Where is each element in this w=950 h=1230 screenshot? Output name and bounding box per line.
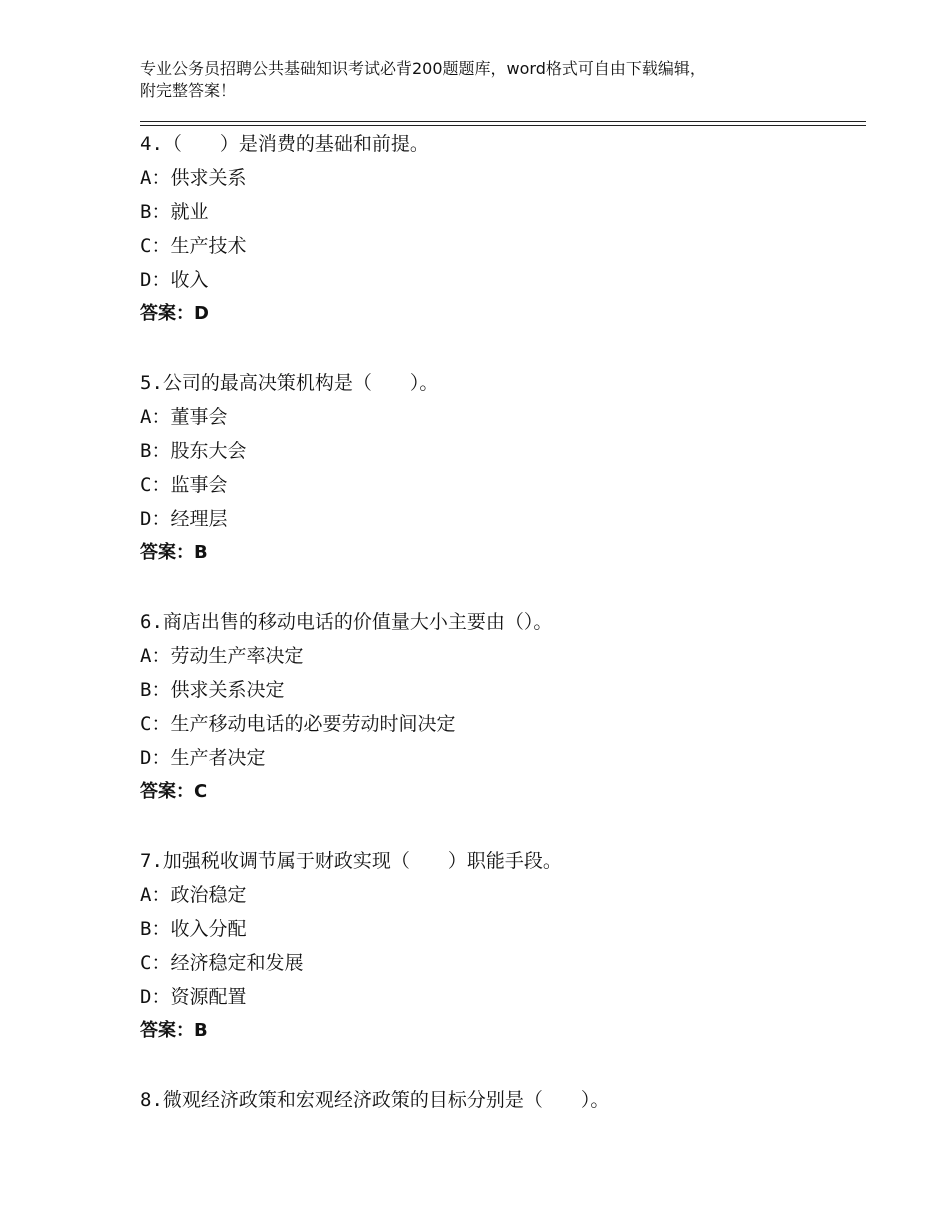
question-7 [140,844,860,1048]
option-b: B：股东大会 [140,440,247,462]
option-c: C：生产技术 [140,235,247,257]
question-6 [140,605,860,809]
question-stem: 6.商店出售的移动电话的价值量大小主要由（）。 [140,611,553,633]
header-line-2: 附完整答案！ [140,81,237,100]
question-5 [140,366,860,570]
option-b: B：供求关系决定 [140,679,285,701]
question-stem: 7.加强税收调节属于财政实现（ ）职能手段。 [140,850,562,872]
option-d: D：经理层 [140,508,228,530]
option-a: A：董事会 [140,406,228,428]
option-d: D：收入 [140,269,209,291]
question-stem: 5.公司的最高决策机构是（ ）。 [140,372,439,394]
document-header [140,58,820,102]
answer-label: 答案：B [140,542,208,563]
answer-label: 答案：D [140,303,209,324]
option-a: A：供求关系 [140,167,247,189]
option-d: D：生产者决定 [140,747,266,769]
header-divider-bottom [140,125,866,126]
question-4 [140,127,860,331]
option-d: D：资源配置 [140,986,247,1008]
option-c: C：生产移动电话的必要劳动时间决定 [140,713,456,735]
option-a: A：劳动生产率决定 [140,645,304,667]
option-b: B：就业 [140,201,209,223]
answer-label: 答案：C [140,781,208,802]
option-a: A：政治稳定 [140,884,247,906]
option-c: C：经济稳定和发展 [140,952,304,974]
answer-label: 答案：B [140,1020,208,1041]
question-8 [140,1083,860,1117]
question-stem: 8.微观经济政策和宏观经济政策的目标分别是（ ）。 [140,1089,610,1111]
option-c: C：监事会 [140,474,228,496]
header-divider-top [140,121,866,122]
header-line-1: 专业公务员招聘公共基础知识考试必背200题题库，word格式可自由下载编辑， [140,59,706,78]
option-b: B：收入分配 [140,918,247,940]
question-stem: 4.（ ）是消费的基础和前提。 [140,133,429,155]
